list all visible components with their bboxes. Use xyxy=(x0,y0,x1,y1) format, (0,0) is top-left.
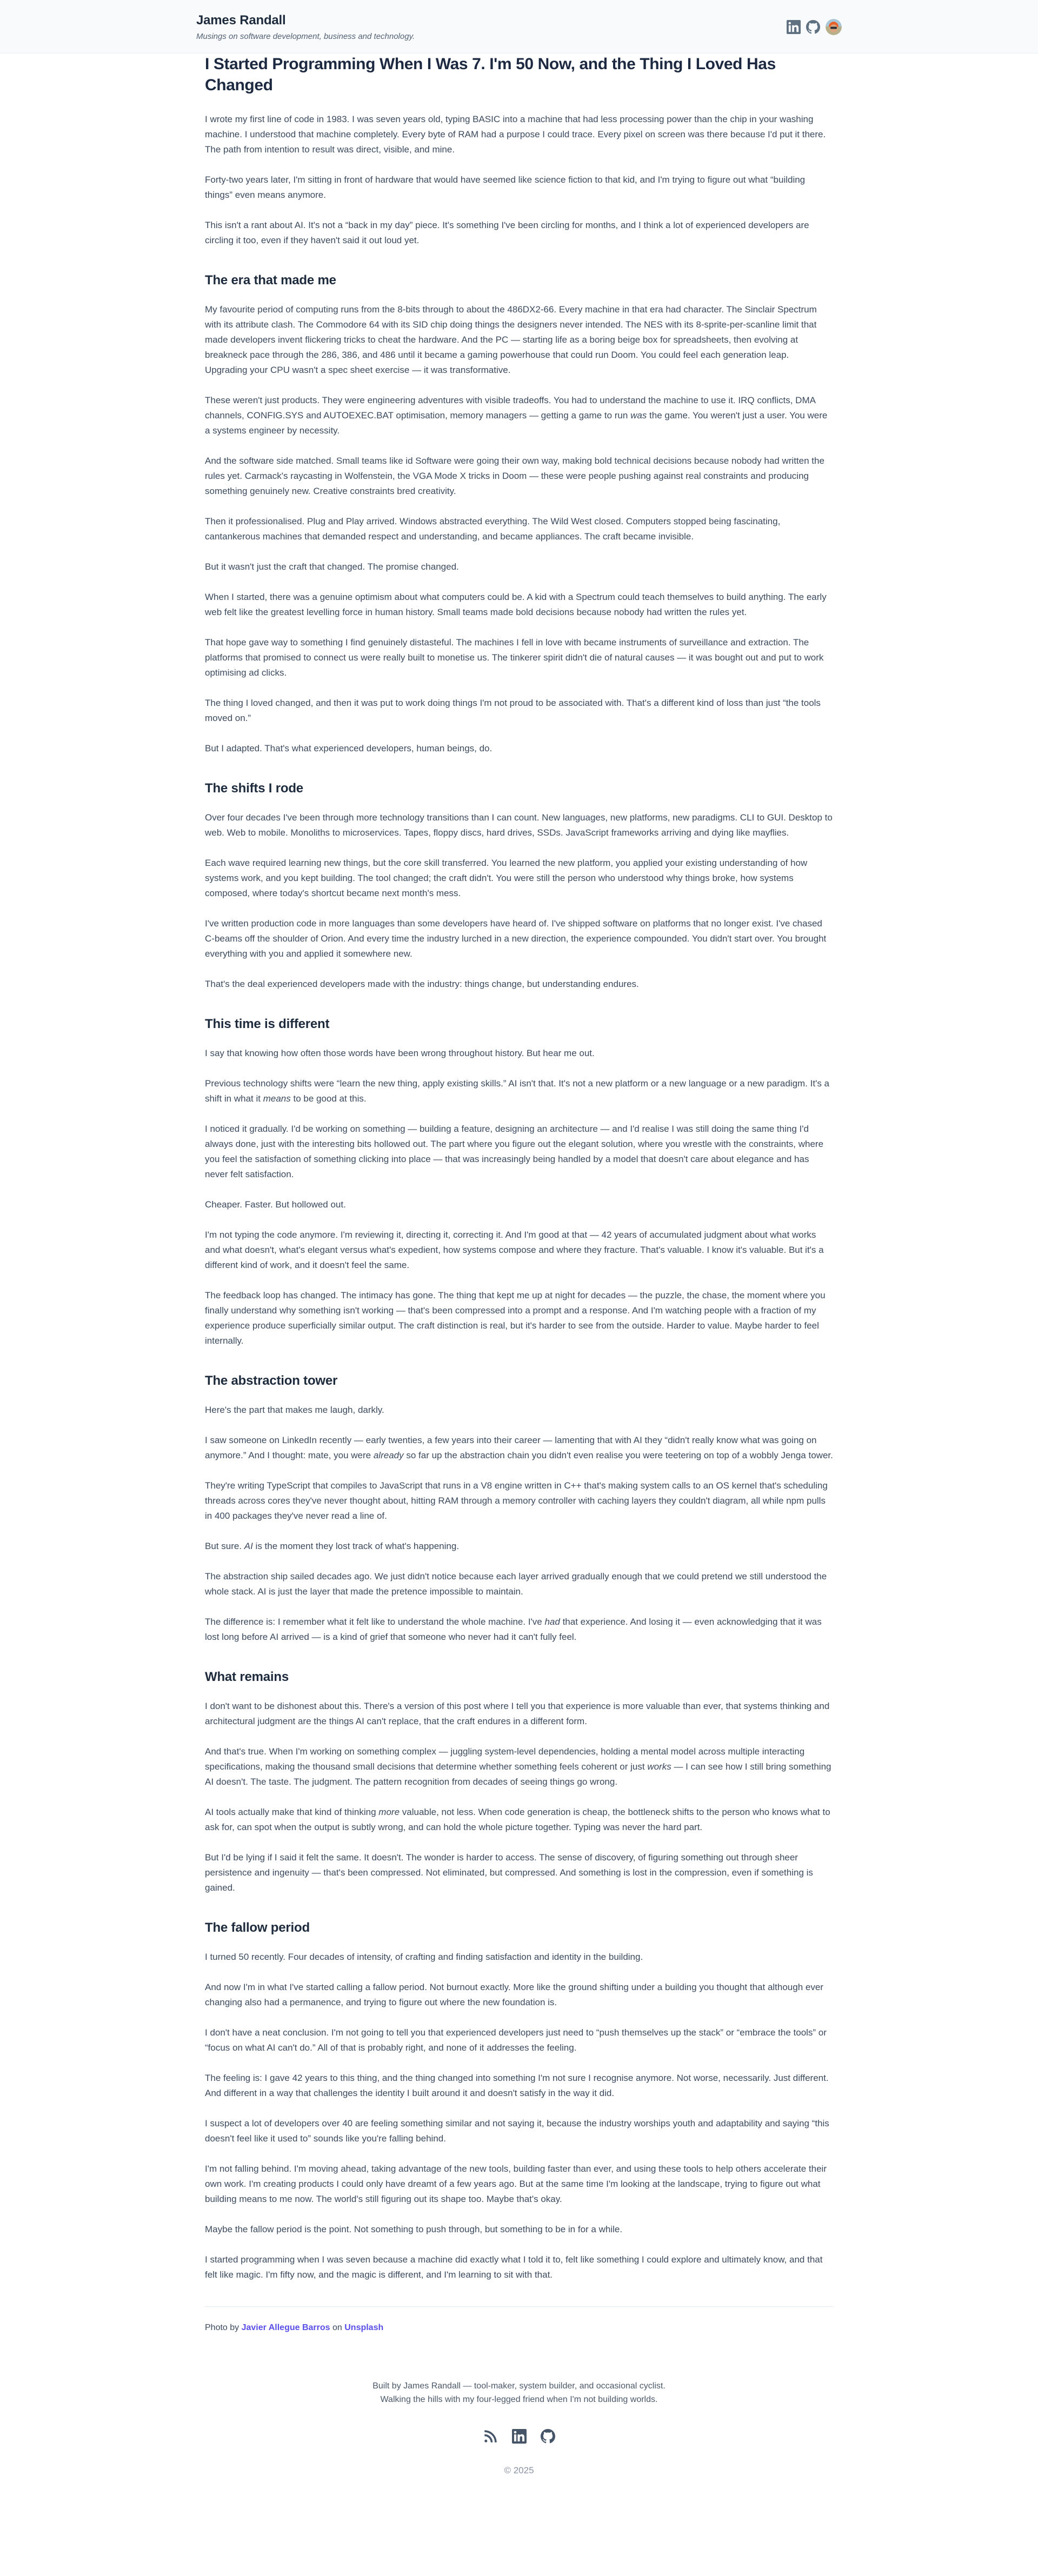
paragraph: When I started, there was a genuine optimism about what computers could be. A kid with a Spectrum could teach themselves to build anything. The early web felt like the greatest levelling force in human history. Small teams made bold decisions because nobody had written the rules yet. xyxy=(205,592,827,617)
paragraph: I'm not typing the code anymore. I'm reviewing it, directing it, correcting it. And I'm good at that — 42 years of accumulated judgment about what works and what doesn't, what's elegant versus what's expedient, how systems compose and where they fracture. That's valuable. I know it's valuable. But it's a different kind of work, and it doesn't feel the same. xyxy=(205,1230,824,1270)
paragraph: Each wave required learning new things, but the core skill transferred. You learned the new platform, you applied your existing understanding of how systems work, and you kept building. The tool changed; the craft didn't. You were still the person who understood why things broke, how systems composed, where today's shortcut became next month's mess. xyxy=(205,858,808,898)
blog-post xyxy=(205,54,833,2333)
paragraph: And now I'm in what I've started calling a fallow period. Not burnout exactly. More like the ground shifting under a building you thought that although ever changing also had a permanence, and trying to figure out where the new foundation is. xyxy=(205,1982,823,2007)
paragraph: The thing I loved changed, and then it was put to work doing things I'm not proud to be associated with. That's a different kind of loss than just “the tools moved on.” xyxy=(205,698,821,723)
linkedin-icon[interactable] xyxy=(787,20,801,34)
main-content xyxy=(196,54,842,2333)
footer-tagline-line2: Walking the hills with my four-legged friend when I'm not building worlds. xyxy=(380,2395,658,2404)
paragraph: I don't want to be dishonest about this. There's a version of this post where I tell you that experience is more valuable than ever, that systems thinking and architectural judgment are the things AI can't replace, that the craft endures in a different form. xyxy=(205,1701,830,1726)
paragraph: But I adapted. That's what experienced developers, human beings, do. xyxy=(205,743,493,753)
paragraph: Cheaper. Faster. But hollowed out. xyxy=(205,1199,346,1210)
section-heading: What remains xyxy=(205,1670,289,1684)
section-heading: This time is different xyxy=(205,1017,330,1031)
divider xyxy=(205,2306,833,2307)
photo-credit-connector: on xyxy=(330,2323,345,2332)
paragraph: And the software side matched. Small teams like id Software were going their own way, making bold technical decisions because nobody had written the rules yet. Carmack's raycasting in Wolfenstein, the VGA Mode X tricks in Doom — these were people pushing against real constraints and producing something genuinely new. Creative constraints bred creativity. xyxy=(205,456,824,496)
site-tagline: Musings on software development, business and technology. xyxy=(196,32,415,41)
rss-icon[interactable] xyxy=(483,2429,498,2444)
paragraph: And that's true. When I'm working on something complex — juggling system-level dependencies, holding a mental model across multiple interacting specifications, making the thousand small decisions that determine whether something feels coherent or just works — I can see how I still bring something AI doesn't. The taste. The judgment. The pattern recognition from decades of seeing things go wrong. xyxy=(205,1746,831,1787)
paragraph: Previous technology shifts were “learn the new thing, apply existing skills.” AI isn't that. It's not a new platform or a new language or a new paradigm. It's a shift in what it means to be good at this. xyxy=(205,1078,829,1104)
paragraph: I say that knowing how often those words have been wrong throughout history. But hear me out. xyxy=(205,1048,595,1058)
paragraph: But it wasn't just the craft that changed. The promise changed. xyxy=(205,562,459,572)
github-icon[interactable] xyxy=(806,20,820,34)
unsplash-link[interactable]: Unsplash xyxy=(344,2323,384,2332)
paragraph: I'm not falling behind. I'm moving ahead, taking advantage of the new tools, building faster than ever, and using these tools to help others accelerate their own work. I'm creating products I could only have dreamt of a few years ago. But at the same time I'm looking at the landscape, trying to figure out what building means to me now. The world's still figuring out its shape too. Maybe that's okay. xyxy=(205,2164,827,2204)
copyright: © 2025 xyxy=(504,2465,534,2475)
section-heading: The shifts I rode xyxy=(205,781,303,796)
paragraph: I've written production code in more languages than some developers have heard of. I've shipped software on platforms that no longer exist. I've chased C-beams off the shoulder of Orion. And every time the industry lurched in a new direction, the experience compounded. You didn't start over. You brought everything with you and applied it somewhere new. xyxy=(205,918,827,959)
paragraph: That hope gave way to something I find genuinely distasteful. The machines I fell in love with became instruments of surveillance and extraction. The platforms that promised to connect us were really built to monetise us. The tinkerer spirit didn't die of natural causes — it was bought out and put to work optimising ad clicks. xyxy=(205,637,824,678)
paragraph: The abstraction ship sailed decades ago. We just didn't notice because each layer arrived gradually enough that we could pretend we still understood the whole stack. AI is just the layer that made the pretence impossible to maintain. xyxy=(205,1571,827,1597)
site-title-link[interactable]: James Randall xyxy=(196,13,286,28)
paragraph: That's the deal experienced developers made with the industry: things change, but understanding endures. xyxy=(205,979,639,989)
paragraph: AI tools actually make that kind of thinking more valuable, not less. When code generation is cheap, the bottleneck shifts to the person who knows what to ask for, can spot when the output is subtly wrong, and can hold the whole picture together. Typing was never the hard part. xyxy=(205,1807,830,1832)
paragraph: Over four decades I've been through more technology transitions than I can count. New languages, new platforms, new paradigms. CLI to GUI. Desktop to web. Web to mobile. Monoliths to microservices. Tapes, floppy discs, hard drives, SSDs. JavaScript frameworks arriving and dying like mayflies. xyxy=(205,812,833,838)
paragraph: I turned 50 recently. Four decades of intensity, of crafting and finding satisfaction and identity in the building. xyxy=(205,1952,643,1962)
paragraph: Forty-two years later, I'm sitting in front of hardware that would have seemed like science fiction to that kid, and I'm trying to figure out what “building things” even means anymore. xyxy=(205,175,806,200)
post-title: I Started Programming When I Was 7. I'm 50 Now, and the Thing I Loved Has Changed xyxy=(205,55,776,94)
github-icon[interactable] xyxy=(541,2429,555,2444)
site-header xyxy=(0,0,1038,54)
paragraph: The difference is: I remember what it felt like to understand the whole machine. I've had that experience. And losing it — even acknowledging that it was lost long before AI arrived — is a kind of grief that someone who never had it can't fully feel. xyxy=(205,1617,822,1642)
avatar[interactable] xyxy=(826,19,842,35)
paragraph: I don't have a neat conclusion. I'm not going to tell you that experienced developers just need to “push themselves up the stack” or “embrace the tools” or “focus on what AI can't do.” All of that is probably right, and none of it addresses the feeling. xyxy=(205,2027,827,2053)
linkedin-icon[interactable] xyxy=(512,2429,527,2444)
section-heading: The era that made me xyxy=(205,273,336,288)
section-heading: The abstraction tower xyxy=(205,1373,338,1388)
paragraph: I started programming when I was seven because a machine did exactly what I told it to, felt like something I could explore and ultimately know, and that felt like magic. I'm fifty now, and the magic is different, and I'm learning to sit with that. xyxy=(205,2254,823,2280)
paragraph: Here's the part that makes me laugh, darkly. xyxy=(205,1405,384,1415)
paragraph: I saw someone on LinkedIn recently — early twenties, a few years into their career — lamenting that with AI they “didn't really know what was going on anymore.” And I thought: mate, you were already so far up the abstraction chain you didn't even realise you were teetering on top of a wobbly Jenga tower. xyxy=(205,1435,833,1460)
paragraph: My favourite period of computing runs from the 8-bits through to about the 486DX2-66. Every machine in that era had character. The Sinclair Spectrum with its attribute clash. The Commodore 64 with its SID chip doing things the designers never intended. The NES with its 8-sprite-per-scanline limit that made developers invent flickering tricks to cheat the hardware. And the PC — starting life as a boring beige box for spreadsheets, then evolving at breakneck pace through the 286, 386, and 486 until it became a gaming powerhouse that could run Doom. You could feel each generation leap. Upgrading your CPU wasn't a spec sheet exercise — it was transformative. xyxy=(205,304,817,375)
paragraph: I noticed it gradually. I'd be working on something — building a feature, designing an architecture — and I'd realise I was still doing the same thing I'd always done, just with the interesting bits hollowed out. The part where you figure out the elegant solution, where you wrestle with the constraints, where you feel the satisfaction of something clicking into place — that was increasingly being handled by a model that doesn't care about elegance and has never felt satisfaction. xyxy=(205,1124,824,1179)
paragraph: Then it professionalised. Plug and Play arrived. Windows abstracted everything. The Wild West closed. Computers stopped being fascinating, cantankerous machines that demanded respect and understanding, and became appliances. The craft became invisible. xyxy=(205,516,781,542)
paragraph: These weren't just products. They were engineering adventures with visible tradeoffs. You had to understand the machine to use it. IRQ conflicts, DMA channels, CONFIG.SYS and AUTOEXEC.BAT optimisation, memory managers — getting a game to run was the game. You weren't just a user. You were a systems engineer by necessity. xyxy=(205,395,828,436)
paragraph: The feeling is: I gave 42 years to this thing, and the thing changed into something I'm not sure I recognise anymore. Not worse, necessarily. Just different. And different in a way that challenges the identity I built around it and doesn't satisfy in the way it did. xyxy=(205,2073,829,2098)
paragraph: They're writing TypeScript that compiles to JavaScript that runs in a V8 engine written in C++ that's making system calls to an OS kernel that's scheduling threads across cores they've never thought about, hitting RAM through a memory controller with caching layers they couldn't diagram, all while npm pulls in 400 packages they've never read a line of. xyxy=(205,1480,828,1521)
paragraph: But sure. AI is the moment they lost track of what's happening. xyxy=(205,1541,460,1551)
footer-tagline-line1: Built by James Randall — tool-maker, system builder, and occasional cyclist. xyxy=(372,2381,666,2391)
paragraph: I suspect a lot of developers over 40 are feeling something similar and not saying it, because the industry worships youth and adaptability and saying “this doesn't feel like it used to” sounds like you're falling behind. xyxy=(205,2118,829,2144)
photo-credit xyxy=(205,2323,833,2333)
article-body xyxy=(205,112,833,2283)
paragraph: But I'd be lying if I said it felt the same. It doesn't. The wonder is harder to access. The sense of discovery, of figuring something out through sheer persistence and ingenuity — that's been compressed. Not eliminated, but compressed. And something is lost in the compression, even if something is gained. xyxy=(205,1852,813,1893)
header-social-links xyxy=(787,19,842,35)
photo-author-link[interactable]: Javier Allegue Barros xyxy=(241,2323,330,2332)
site-identity xyxy=(196,13,415,41)
photo-credit-prefix: Photo by xyxy=(205,2323,242,2332)
footer-social-links xyxy=(205,2429,833,2444)
section-heading: The fallow period xyxy=(205,1920,310,1935)
paragraph: This isn't a rant about AI. It's not a “back in my day” piece. It's something I've been circling for months, and I think a lot of experienced developers are circling it too, even if they haven't said it out loud yet. xyxy=(205,220,809,245)
site-footer xyxy=(0,2333,1038,2576)
paragraph: Maybe the fallow period is the point. Not something to push through, but something to be in for a while. xyxy=(205,2224,623,2234)
paragraph: I wrote my first line of code in 1983. I was seven years old, typing BASIC into a machine that had less processing power than the chip in your washing machine. I understood that machine completely. Every byte of RAM had a purpose I could trace. Every pixel on screen was there because I'd put it there. The path from intention to result was direct, visible, and mine. xyxy=(205,114,826,155)
paragraph: The feedback loop has changed. The intimacy has gone. The thing that kept me up at night for decades — the puzzle, the chase, the moment where you finally understand why something isn't working — that's been compressed into a prompt and a response. And I'm watching people with a fraction of my experience produce superficially similar output. The craft distinction is real, but it's harder to see from the outside. Harder to value. Maybe harder to feel internally. xyxy=(205,1290,826,1346)
